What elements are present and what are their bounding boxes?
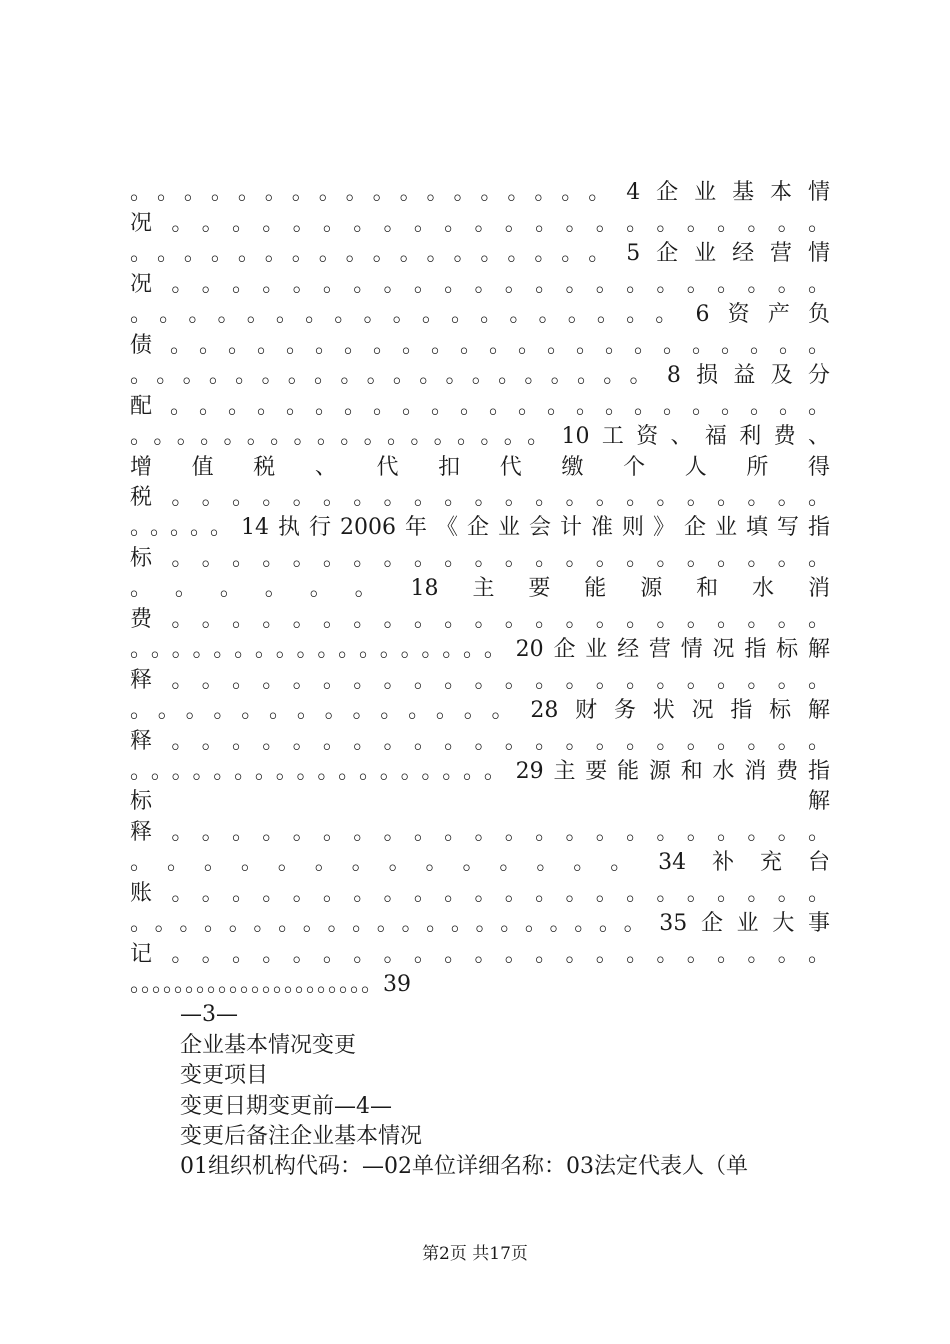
toc-line: 释。。。。。。。。。。。。。。。。。。。。。。 [130,820,830,845]
page-number-marker: —3— [180,1002,238,1027]
toc-line: 增值税、代扣代缴个人所得 [130,455,830,480]
toc-line: 配。。。。。。。。。。。。。。。。。。。。。。。 [130,394,830,419]
toc-line: 。。。。。。。。。。。。。。。。。。20企业经营情况指标解 [130,637,830,662]
toc-line: 况。。。。。。。。。。。。。。。。。。。。。。 [130,272,830,297]
toc-line: 。。。。。。。。。。。。。。。。。。。。。35企业大事 [130,911,830,936]
toc-line: 。。。。。。。。。。。。。。34补充台 [130,850,830,875]
section-heading: 企业基本情况变更 [180,1033,357,1058]
body-line: 变更日期变更前—4— [180,1094,392,1119]
page-footer: 第2页 共17页 [422,1244,528,1264]
toc-line: 。。。。。。。。。。。。。。。。。。5企业经营情 [130,241,830,266]
toc-line: 账。。。。。。。。。。。。。。。。。。。。。。 [130,881,830,906]
toc-line: 。。。。。。18主要能源和水消 [130,576,830,601]
toc-line: 。。。。。14执行2006年《企业会计准则》企业填写指 [130,515,830,540]
toc-line: 况。。。。。。。。。。。。。。。。。。。。。。 [130,211,830,236]
toc-line: 。。。。。。。。。。。。。。。。。。10工资、福利费、 [130,424,830,449]
toc-line: 释。。。。。。。。。。。。。。。。。。。。。。 [130,668,830,693]
toc-line: 记。。。。。。。。。。。。。。。。。。。。。。 [130,942,830,967]
body-line: 01组织机构代码：—02单位详细名称：03法定代表人（单 [180,1154,748,1179]
toc-line: 。。。。。。。。。。。。。。28财务状况指标解 [130,698,830,723]
toc-line: 释。。。。。。。。。。。。。。。。。。。。。。 [130,729,830,754]
toc-line: 。。。。。。。。。。。。。。。。。。。。。。39 [130,972,411,997]
toc-line: 。。。。。。。。。。。。。。。。。。29主要能源和水消费指 [130,759,830,784]
toc-line: 标。。。。。。。。。。。。。。。。。。。。。。 [130,546,830,571]
toc-line: 。。。。。。。。。。。。。。。。。。。6资产负 [130,302,830,327]
toc-line: 税。。。。。。。。。。。。。。。。。。。。。。 [130,485,830,510]
body-line: 变更项目 [180,1063,269,1088]
body-line: 变更后备注企业基本情况 [180,1124,423,1149]
toc-line: 费。。。。。。。。。。。。。。。。。。。。。。 [130,607,830,632]
toc-line: 。。。。。。。。。。。。。。。。。。。。8损益及分 [130,363,830,388]
toc-line: 债。。。。。。。。。。。。。。。。。。。。。。。 [130,333,830,358]
toc-line: 。。。。。。。。。。。。。。。。。。4企业基本情 [130,180,830,205]
toc-line: 标解 [130,789,830,814]
